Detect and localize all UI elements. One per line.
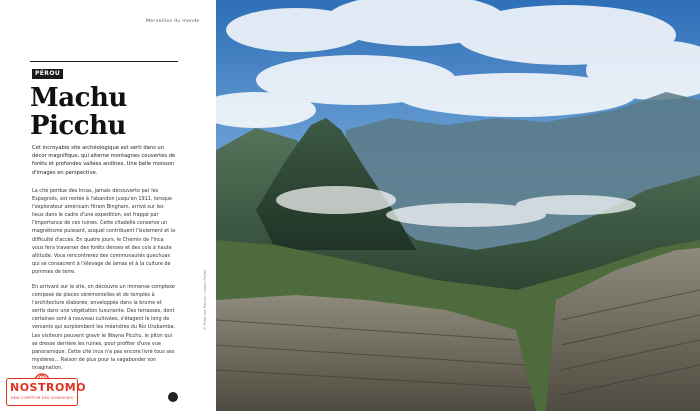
title-line-1: Machu xyxy=(30,83,127,113)
watermark-tagline: NEW COMPTOIR DES VOYAGEURS xyxy=(11,396,74,400)
watermark-name: NOSTROMO xyxy=(10,381,87,394)
intro-text: Cet incroyable site archéologique est serti dans un décor magnifique, qui alterne montagnes couvertes de forêts et profondes vallées andines. Une belle moisson d'images en perspective. xyxy=(32,145,176,176)
header-rule xyxy=(30,61,178,62)
title-line-2: Picchu xyxy=(30,111,126,141)
machu-picchu-photo xyxy=(216,0,700,411)
page-number xyxy=(168,392,178,402)
body-paragraph-1: La cité perdue des Incas, jamais découverte par les Espagnols, est restée à l'abandon jusqu'en 1911, lorsque l'explorateur américain Hiram Bingham, arrivé sur les lieux dans le cadre d'une expédition, est frappé par l'importance de ces ruines. Cette citadelle conserve un magnétisme puissant, auquel contribuent l'isolement et la difficulté d'accès. En quatre jours, le Chemin de l'Inca vous fera traverser des forêts denses et des cols à haute altitude. Vous rencontrerez des communautés quechuas qui se consacrent à l'élevage de lamas et à la culture de pommes de terre. xyxy=(32,188,176,275)
photo-credit: © Philip Lee Harvey / Lonely Planet xyxy=(203,269,207,330)
body-paragraph-2: En arrivant sur le site, on découvre un immense complexe composé de places cérémonielles et de temples à l'architecture élaborée, enveloppés dans la brume et sertis dans une végétation luxuriante. Des terrasses, dont certaines sont à nouveau cultivées, s'étagent le long de versants qui surplombent les méandres du Río Urubamba. Les visiteurs peuvent gravir le Wayna Picchu, le piton qui se dresse derrière les ruines, pour profiter d'une vue panoramique. Cette cité inca n'a pas encore livré tous ses mystères... Raison de plus pour la vagabonder son imagination. xyxy=(32,284,175,371)
section-header: Merveilles du monde xyxy=(146,19,200,24)
country-tag: PÉROU xyxy=(32,69,63,79)
nostromo-watermark xyxy=(6,372,87,406)
landscape-image xyxy=(216,0,700,411)
article-title xyxy=(30,84,127,140)
text-page xyxy=(0,0,216,411)
